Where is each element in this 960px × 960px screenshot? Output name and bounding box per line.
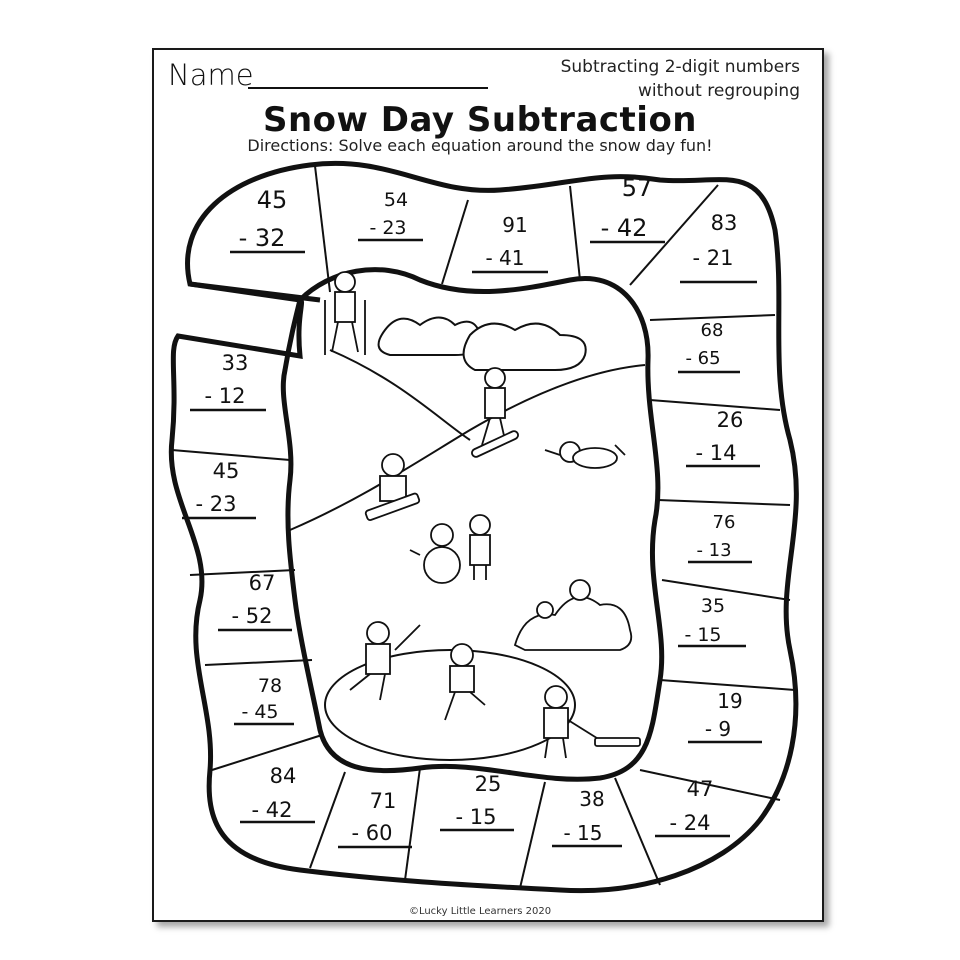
problem-12-bottom: - 15 (563, 821, 603, 845)
kid-skater-icon (445, 644, 485, 720)
subtitle-line-1: Subtracting 2-digit numbers (560, 57, 800, 77)
kid-hockey-icon (350, 622, 420, 700)
problem-7-top: 26 (716, 408, 744, 432)
problem-1 (230, 186, 305, 252)
problem-17 (218, 571, 292, 630)
problem-2 (358, 189, 423, 240)
problem-15-top: 84 (269, 764, 297, 788)
problem-14-bottom: - 60 (351, 821, 393, 845)
problem-list (182, 174, 762, 847)
board-top-tab (190, 284, 320, 300)
problem-10-top: 19 (717, 689, 743, 713)
problem-9-top: 35 (700, 595, 726, 617)
problem-16 (234, 675, 294, 724)
problem-11 (655, 777, 730, 836)
kid-snow-angel-icon (545, 442, 625, 468)
problem-18 (182, 459, 256, 518)
problem-9-bottom: - 15 (684, 624, 722, 646)
problem-19 (190, 351, 266, 410)
problem-5-top: 83 (710, 211, 738, 235)
snowman-icon (410, 515, 490, 583)
problem-15 (240, 764, 315, 822)
problem-2-bottom: - 23 (369, 217, 407, 239)
problem-17-bottom: - 52 (231, 604, 273, 628)
problem-8-top: 76 (712, 512, 736, 533)
problem-1-top: 45 (256, 186, 288, 214)
problem-12 (552, 787, 622, 846)
problem-13-top: 25 (474, 772, 502, 796)
kid-snowboarder-icon (471, 368, 520, 458)
problem-5 (680, 211, 757, 282)
copyright-footer: ©Lucky Little Learners 2020 (408, 906, 552, 917)
problem-3-top: 91 (502, 213, 528, 237)
kid-skier-icon (325, 272, 365, 355)
problem-4 (590, 174, 665, 242)
problem-9 (678, 595, 746, 646)
problem-8-bottom: - 13 (696, 540, 732, 561)
problem-5-bottom: - 21 (692, 246, 734, 270)
problem-15-bottom: - 42 (251, 798, 293, 822)
problem-6-top: 68 (700, 320, 724, 341)
problem-16-top: 78 (257, 675, 283, 697)
problem-16-bottom: - 45 (241, 701, 279, 723)
name-label: Name (168, 58, 254, 92)
worksheet-title: Snow Day Subtraction (262, 100, 698, 140)
problem-11-top: 47 (686, 777, 714, 801)
problem-10-bottom: - 9 (704, 717, 732, 741)
problem-6-bottom: - 65 (685, 348, 721, 369)
kid-pulling-sled-icon (544, 686, 640, 758)
problem-8 (688, 512, 752, 562)
problem-4-bottom: - 42 (600, 214, 648, 242)
problem-12-top: 38 (579, 787, 605, 811)
problem-14 (338, 789, 412, 847)
problem-18-bottom: - 23 (195, 492, 237, 516)
problem-18-top: 45 (212, 459, 240, 483)
problem-3 (472, 213, 548, 272)
problem-14-top: 71 (369, 789, 397, 813)
problem-3-bottom: - 41 (485, 246, 525, 270)
problem-6 (678, 320, 740, 372)
problem-7-bottom: - 14 (695, 441, 737, 465)
problem-1-bottom: - 32 (238, 224, 286, 252)
snow-fort-icon (515, 580, 631, 650)
problem-13-bottom: - 15 (455, 805, 497, 829)
hill-top-curve (330, 350, 470, 440)
directions-text: Directions: Solve each equation around the snow day fun! (247, 136, 713, 155)
problem-17-top: 67 (248, 571, 276, 595)
problem-7 (686, 408, 760, 466)
problem-19-bottom: - 12 (204, 384, 246, 408)
subtitle-line-2: without regrouping (637, 81, 800, 101)
problem-4-top: 57 (621, 174, 653, 202)
problem-2-top: 54 (383, 189, 409, 211)
problem-10 (688, 689, 762, 742)
problem-13 (440, 772, 514, 830)
problem-19-top: 33 (221, 351, 249, 375)
cloud-icon (379, 318, 586, 371)
problem-11-bottom: - 24 (669, 811, 711, 835)
